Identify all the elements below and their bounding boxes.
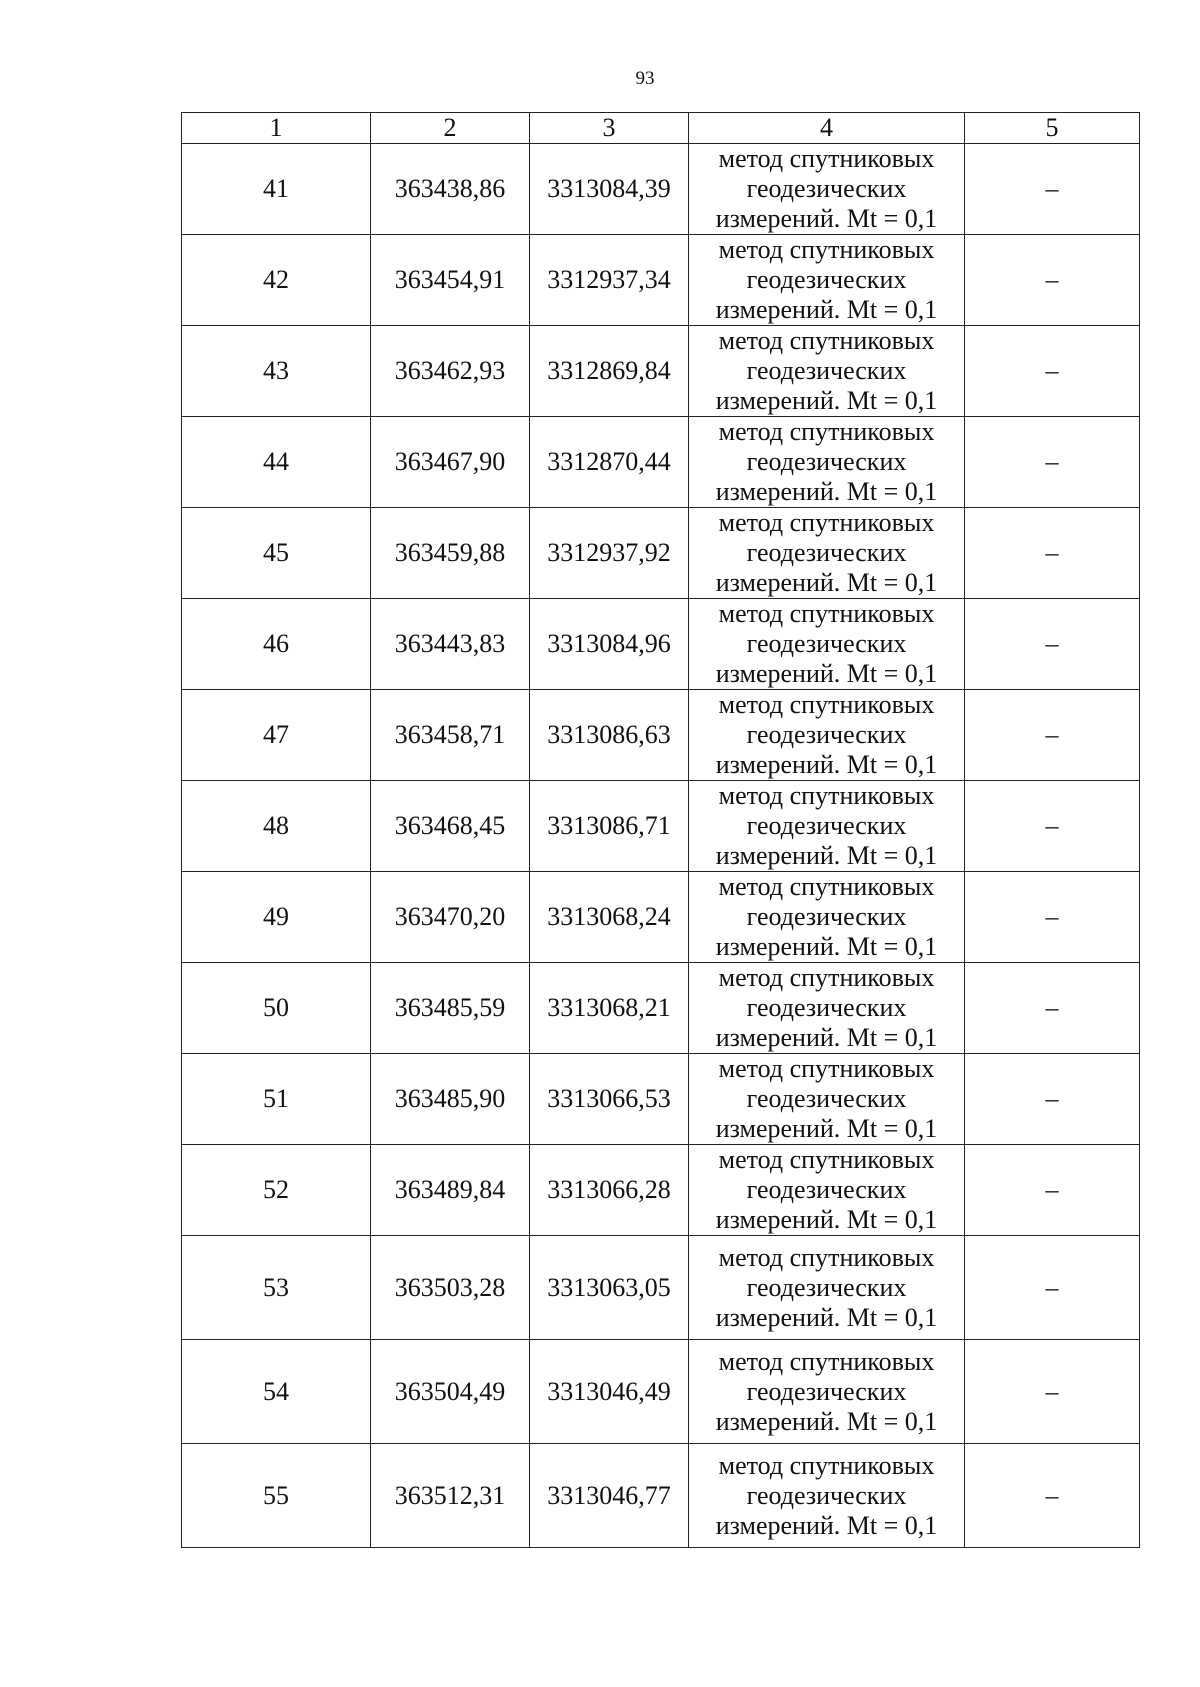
table-row bbox=[182, 963, 1140, 1054]
method-line: метод спутниковых bbox=[718, 781, 935, 810]
note-cell: – bbox=[965, 144, 1140, 235]
method-line: метод спутниковых bbox=[718, 1450, 935, 1480]
point-number-cell: 49 bbox=[182, 872, 371, 963]
method-cell bbox=[689, 599, 965, 690]
table-row bbox=[182, 1145, 1140, 1236]
method-line: метод спутниковых bbox=[718, 417, 935, 446]
method-cell bbox=[689, 1054, 965, 1145]
x-coordinate-cell: 363470,20 bbox=[371, 872, 530, 963]
note-cell: – bbox=[965, 1054, 1140, 1145]
table-row bbox=[182, 599, 1140, 690]
x-coordinate-cell: 363485,59 bbox=[371, 963, 530, 1054]
table-row bbox=[182, 781, 1140, 872]
method-cell bbox=[689, 1145, 965, 1236]
x-coordinate-cell: 363459,88 bbox=[371, 508, 530, 599]
method-line: метод спутниковых bbox=[718, 1242, 935, 1272]
point-number-cell: 43 bbox=[182, 326, 371, 417]
method-line: метод спутниковых bbox=[718, 1054, 935, 1083]
x-coordinate-cell: 363458,71 bbox=[371, 690, 530, 781]
table-row bbox=[182, 1444, 1140, 1548]
x-coordinate-cell: 363489,84 bbox=[371, 1145, 530, 1236]
method-line: геодезических bbox=[746, 993, 907, 1022]
method-line: геодезических bbox=[746, 356, 907, 385]
table-row bbox=[182, 1340, 1140, 1444]
point-number-cell: 51 bbox=[182, 1054, 371, 1145]
y-coordinate-cell: 3313046,49 bbox=[530, 1340, 689, 1444]
note-cell: – bbox=[965, 781, 1140, 872]
point-number-cell: 41 bbox=[182, 144, 371, 235]
method-cell bbox=[689, 872, 965, 963]
header-cell: 5 bbox=[965, 113, 1140, 144]
y-coordinate-cell: 3313068,24 bbox=[530, 872, 689, 963]
method-cell bbox=[689, 781, 965, 872]
point-number-cell: 42 bbox=[182, 235, 371, 326]
method-line: измерений. Mt = 0,1 bbox=[715, 477, 938, 506]
method-line: геодезических bbox=[746, 538, 907, 567]
method-line: измерений. Mt = 0,1 bbox=[715, 568, 938, 597]
method-line: геодезических bbox=[746, 720, 907, 749]
x-coordinate-cell: 363504,49 bbox=[371, 1340, 530, 1444]
y-coordinate-cell: 3312937,34 bbox=[530, 235, 689, 326]
method-line: геодезических bbox=[746, 1272, 907, 1302]
point-number-cell: 50 bbox=[182, 963, 371, 1054]
method-line: геодезических bbox=[746, 174, 907, 203]
y-coordinate-cell: 3312869,84 bbox=[530, 326, 689, 417]
x-coordinate-cell: 363454,91 bbox=[371, 235, 530, 326]
table-row bbox=[182, 326, 1140, 417]
method-line: метод спутниковых bbox=[718, 599, 935, 628]
note-cell: – bbox=[965, 872, 1140, 963]
note-cell: – bbox=[965, 508, 1140, 599]
method-line: геодезических bbox=[746, 1175, 907, 1204]
method-cell bbox=[689, 1236, 965, 1340]
method-line: геодезических bbox=[746, 902, 907, 931]
method-line: геодезических bbox=[746, 1480, 907, 1510]
method-cell bbox=[689, 963, 965, 1054]
method-line: геодезических bbox=[746, 629, 907, 658]
point-number-cell: 54 bbox=[182, 1340, 371, 1444]
method-cell bbox=[689, 326, 965, 417]
method-line: измерений. Mt = 0,1 bbox=[715, 932, 938, 961]
header-cell: 1 bbox=[182, 113, 371, 144]
method-line: метод спутниковых bbox=[718, 326, 935, 355]
table-row bbox=[182, 144, 1140, 235]
method-line: метод спутниковых bbox=[718, 1346, 935, 1376]
method-line: измерений. Mt = 0,1 bbox=[715, 1302, 938, 1332]
y-coordinate-cell: 3313086,71 bbox=[530, 781, 689, 872]
method-line: метод спутниковых bbox=[718, 872, 935, 901]
y-coordinate-cell: 3313084,96 bbox=[530, 599, 689, 690]
method-line: геодезических bbox=[746, 1084, 907, 1113]
table-row bbox=[182, 508, 1140, 599]
method-cell bbox=[689, 144, 965, 235]
point-number-cell: 53 bbox=[182, 1236, 371, 1340]
y-coordinate-cell: 3313066,53 bbox=[530, 1054, 689, 1145]
x-coordinate-cell: 363443,83 bbox=[371, 599, 530, 690]
note-cell: – bbox=[965, 1145, 1140, 1236]
point-number-cell: 47 bbox=[182, 690, 371, 781]
y-coordinate-cell: 3313046,77 bbox=[530, 1444, 689, 1548]
table-row bbox=[182, 872, 1140, 963]
y-coordinate-cell: 3313068,21 bbox=[530, 963, 689, 1054]
y-coordinate-cell: 3313086,63 bbox=[530, 690, 689, 781]
point-number-cell: 44 bbox=[182, 417, 371, 508]
method-line: геодезических bbox=[746, 1376, 907, 1406]
header-cell: 3 bbox=[530, 113, 689, 144]
method-line: геодезических bbox=[746, 447, 907, 476]
method-line: метод спутниковых bbox=[718, 690, 935, 719]
note-cell: – bbox=[965, 690, 1140, 781]
method-line: измерений. Mt = 0,1 bbox=[715, 1205, 938, 1234]
point-number-cell: 55 bbox=[182, 1444, 371, 1548]
page-number: 93 bbox=[635, 68, 655, 89]
x-coordinate-cell: 363438,86 bbox=[371, 144, 530, 235]
method-line: измерений. Mt = 0,1 bbox=[715, 1510, 938, 1540]
x-coordinate-cell: 363462,93 bbox=[371, 326, 530, 417]
note-cell: – bbox=[965, 1236, 1140, 1340]
header-cell: 2 bbox=[371, 113, 530, 144]
method-line: измерений. Mt = 0,1 bbox=[715, 750, 938, 779]
table-row bbox=[182, 417, 1140, 508]
method-line: измерений. Mt = 0,1 bbox=[715, 1114, 938, 1143]
y-coordinate-cell: 3313063,05 bbox=[530, 1236, 689, 1340]
method-cell bbox=[689, 1340, 965, 1444]
point-number-cell: 48 bbox=[182, 781, 371, 872]
method-line: измерений. Mt = 0,1 bbox=[715, 841, 938, 870]
note-cell: – bbox=[965, 1340, 1140, 1444]
y-coordinate-cell: 3312937,92 bbox=[530, 508, 689, 599]
x-coordinate-cell: 363467,90 bbox=[371, 417, 530, 508]
note-cell: – bbox=[965, 599, 1140, 690]
header-cell: 4 bbox=[689, 113, 965, 144]
table-row bbox=[182, 1054, 1140, 1145]
table-header-row bbox=[182, 113, 1140, 144]
method-line: метод спутниковых bbox=[718, 235, 935, 264]
note-cell: – bbox=[965, 326, 1140, 417]
method-line: измерений. Mt = 0,1 bbox=[715, 1406, 938, 1436]
table-row bbox=[182, 690, 1140, 781]
y-coordinate-cell: 3313084,39 bbox=[530, 144, 689, 235]
method-cell bbox=[689, 1444, 965, 1548]
method-line: геодезических bbox=[746, 811, 907, 840]
method-line: измерений. Mt = 0,1 bbox=[715, 386, 938, 415]
point-number-cell: 46 bbox=[182, 599, 371, 690]
method-cell bbox=[689, 235, 965, 326]
note-cell: – bbox=[965, 235, 1140, 326]
note-cell: – bbox=[965, 1444, 1140, 1548]
method-line: метод спутниковых bbox=[718, 144, 935, 173]
x-coordinate-cell: 363512,31 bbox=[371, 1444, 530, 1548]
method-cell bbox=[689, 508, 965, 599]
note-cell: – bbox=[965, 417, 1140, 508]
point-number-cell: 45 bbox=[182, 508, 371, 599]
table-row bbox=[182, 1236, 1140, 1340]
method-line: метод спутниковых bbox=[718, 508, 935, 537]
method-cell bbox=[689, 417, 965, 508]
x-coordinate-cell: 363468,45 bbox=[371, 781, 530, 872]
method-line: измерений. Mt = 0,1 bbox=[715, 204, 938, 233]
method-line: метод спутниковых bbox=[718, 963, 935, 992]
method-line: измерений. Mt = 0,1 bbox=[715, 295, 938, 324]
x-coordinate-cell: 363485,90 bbox=[371, 1054, 530, 1145]
y-coordinate-cell: 3313066,28 bbox=[530, 1145, 689, 1236]
method-line: измерений. Mt = 0,1 bbox=[715, 1023, 938, 1052]
note-cell: – bbox=[965, 963, 1140, 1054]
point-number-cell: 52 bbox=[182, 1145, 371, 1236]
x-coordinate-cell: 363503,28 bbox=[371, 1236, 530, 1340]
method-line: метод спутниковых bbox=[718, 1145, 935, 1174]
method-cell bbox=[689, 690, 965, 781]
method-line: измерений. Mt = 0,1 bbox=[715, 659, 938, 688]
table-row bbox=[182, 235, 1140, 326]
y-coordinate-cell: 3312870,44 bbox=[530, 417, 689, 508]
coordinates-table bbox=[181, 112, 1140, 1548]
method-line: геодезических bbox=[746, 265, 907, 294]
